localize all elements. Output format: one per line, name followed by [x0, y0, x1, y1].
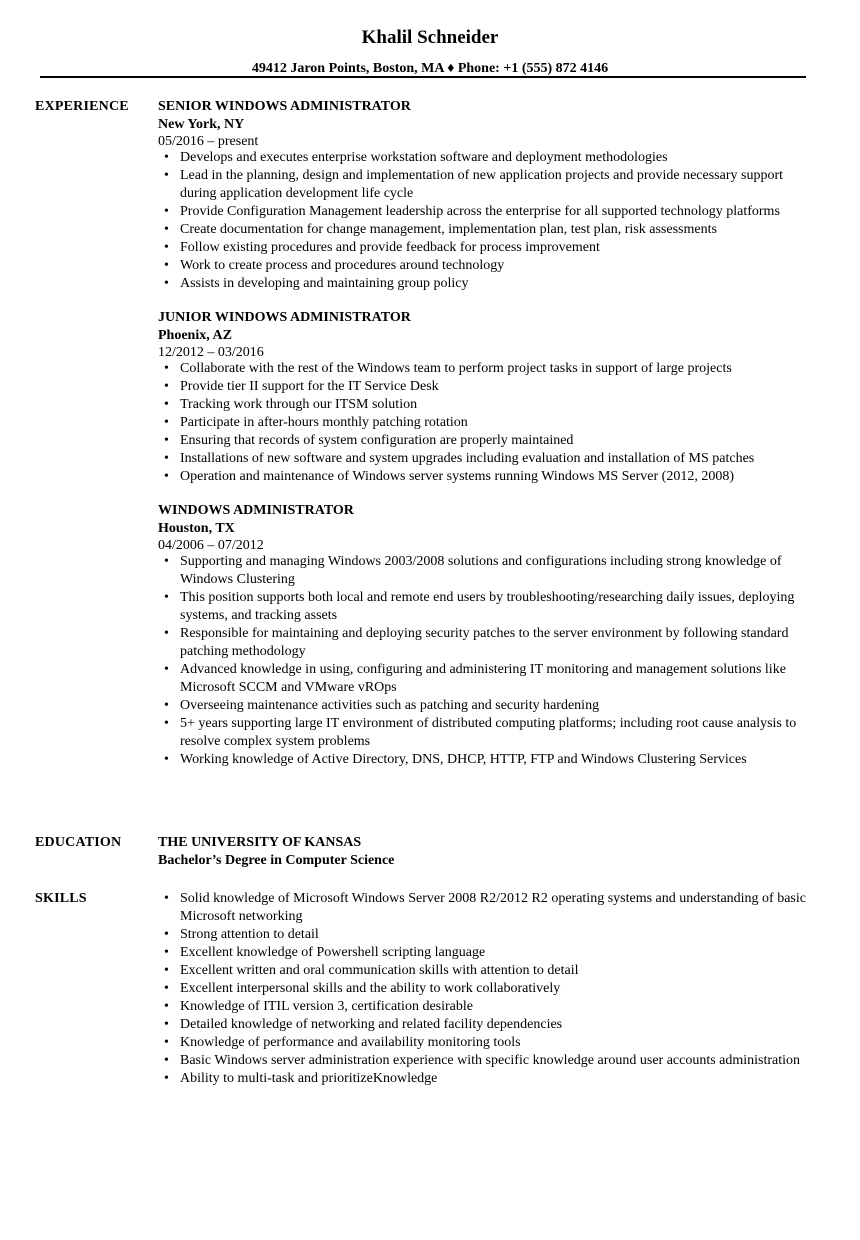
resume-header	[0, 0, 860, 78]
skill-item: • Basic Windows server administration experience with specific knowledge around user accounts administration	[180, 1052, 808, 1070]
job-entry	[158, 309, 808, 486]
skill-item: • Excellent interpersonal skills and the ability to work collaboratively	[180, 980, 808, 998]
job-title: JUNIOR WINDOWS ADMINISTRATOR	[158, 310, 411, 325]
bullet-item: • Installations of new software and system upgrades including evaluation and installation of MS patches	[180, 450, 808, 468]
bullet-item: • Advanced knowledge in using, configuring and administering IT monitoring and management solutions like Microsoft SCCM and VMware vROps	[180, 661, 808, 697]
job-title: WINDOWS ADMINISTRATOR	[158, 503, 354, 518]
bullet-item: • Develops and executes enterprise workstation software and deployment methodologies	[180, 149, 808, 167]
bullet-item: • Work to create process and procedures around technology	[180, 257, 808, 275]
header-divider	[40, 76, 806, 78]
job-entry	[158, 98, 808, 293]
bullet-item: • Follow existing procedures and provide feedback for process improvement	[180, 239, 808, 257]
job-dates: 12/2012 – 03/2016	[158, 345, 264, 360]
bullet-item: • Ensuring that records of system configuration are properly maintained	[180, 432, 808, 450]
bullet-item: • Overseeing maintenance activities such as patching and security hardening	[180, 697, 808, 715]
bullet-item: • Supporting and managing Windows 2003/2008 solutions and configurations including strong knowledge of Windows Clustering	[180, 553, 808, 589]
section-label-education: EDUCATION	[35, 835, 122, 850]
skill-item: • Excellent knowledge of Powershell scripting language	[180, 944, 808, 962]
bullet-item: • Responsible for maintaining and deploying security patches to the server environment by following standard patching methodology	[180, 625, 808, 661]
job-bullets	[158, 149, 808, 293]
job-location: Houston, TX	[158, 521, 235, 536]
section-label-skills: SKILLS	[35, 891, 87, 906]
job-dates: 05/2016 – present	[158, 134, 259, 149]
bullet-item: • Provide tier II support for the IT Service Desk	[180, 378, 808, 396]
skill-item: • Ability to multi-task and prioritizeKnowledge	[180, 1070, 808, 1088]
job-bullets	[158, 360, 808, 486]
skill-item: • Solid knowledge of Microsoft Windows Server 2008 R2/2012 R2 operating systems and understanding of basic Microsoft networking	[180, 890, 808, 926]
job-location: Phoenix, AZ	[158, 328, 232, 343]
bullet-item: • 5+ years supporting large IT environment of distributed computing platforms; including root cause analysis to resolve complex system problems	[180, 715, 808, 751]
bullet-item: • Tracking work through our ITSM solution	[180, 396, 808, 414]
bullet-item: • Create documentation for change management, implementation plan, test plan, risk assessments	[180, 221, 808, 239]
bullet-item: • Participate in after-hours monthly patching rotation	[180, 414, 808, 432]
job-title: SENIOR WINDOWS ADMINISTRATOR	[158, 99, 411, 114]
skill-item: • Knowledge of ITIL version 3, certification desirable	[180, 998, 808, 1016]
bullet-item: • Collaborate with the rest of the Windows team to perform project tasks in support of large projects	[180, 360, 808, 378]
experience-body	[158, 98, 808, 785]
bullet-item: • Lead in the planning, design and implementation of new application projects and provide necessary support during application development life cycle	[180, 167, 808, 203]
skill-item: • Excellent written and oral communication skills with attention to detail	[180, 962, 808, 980]
candidate-name: Khalil Schneider	[361, 27, 499, 48]
job-location: New York, NY	[158, 117, 245, 132]
degree-name: Bachelor’s Degree in Computer Science	[158, 853, 395, 868]
skills-body	[158, 890, 808, 1088]
bullet-item: • Assists in developing and maintaining group policy	[180, 275, 808, 293]
skill-item: • Knowledge of performance and availability monitoring tools	[180, 1034, 808, 1052]
bullet-item: • Operation and maintenance of Windows server systems running Windows MS Server (2012, 2008)	[180, 468, 808, 486]
section-label-experience: EXPERIENCE	[35, 99, 129, 114]
bullet-item: • This position supports both local and remote end users by troubleshooting/researching daily issues, deploying systems, and tracking assets	[180, 589, 808, 625]
job-entry	[158, 502, 808, 769]
skills-list	[158, 890, 808, 1088]
education-body	[158, 834, 808, 870]
job-dates: 04/2006 – 07/2012	[158, 538, 264, 553]
skill-item: • Detailed knowledge of networking and related facility dependencies	[180, 1016, 808, 1034]
skill-item: • Strong attention to detail	[180, 926, 808, 944]
contact-line: 49412 Jaron Points, Boston, MA ♦ Phone: +1 (555) 872 4146	[251, 61, 609, 76]
job-bullets	[158, 553, 808, 769]
school-name: THE UNIVERSITY OF KANSAS	[158, 835, 362, 850]
bullet-item: • Working knowledge of Active Directory, DNS, DHCP, HTTP, FTP and Windows Clustering Services	[180, 751, 808, 769]
bullet-item: • Provide Configuration Management leadership across the enterprise for all supported technology platforms	[180, 203, 808, 221]
